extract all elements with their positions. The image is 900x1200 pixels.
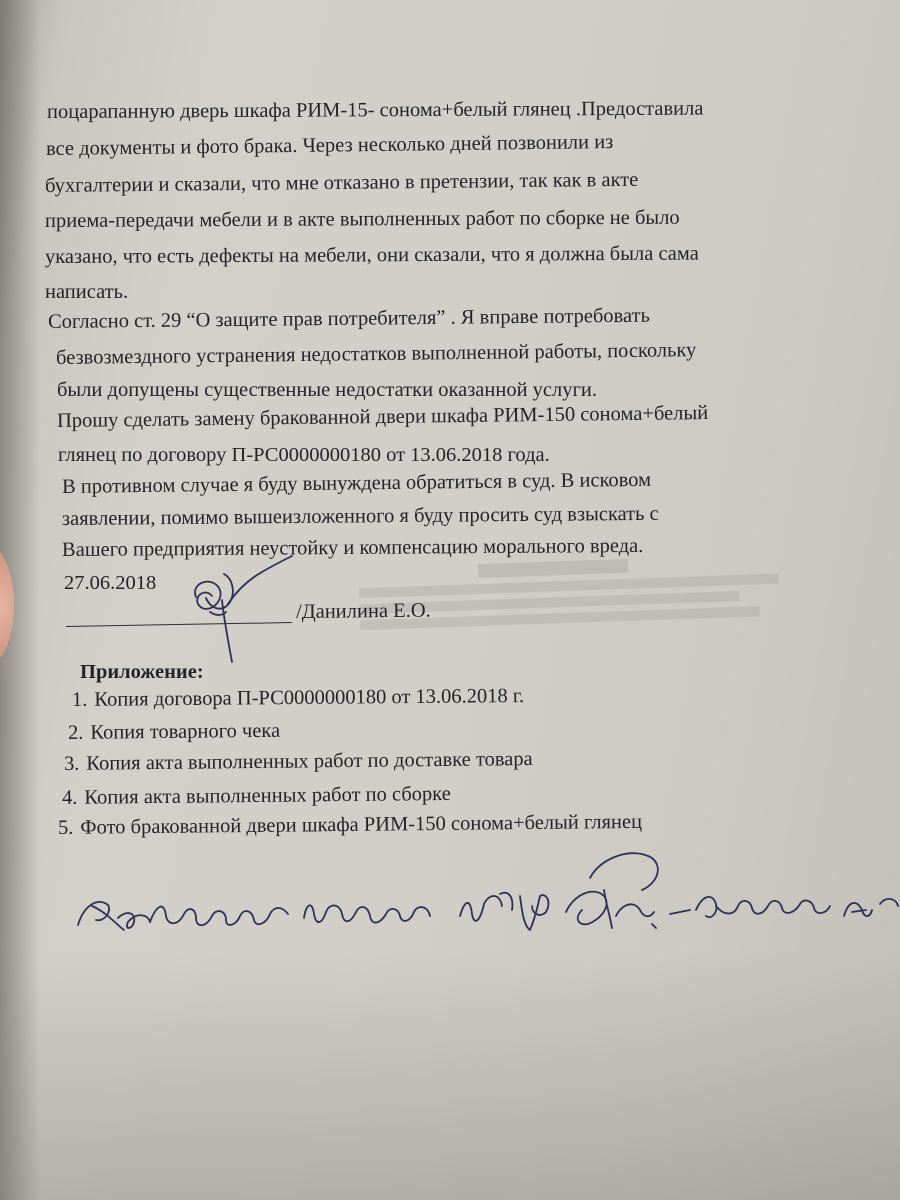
body-line: указано, что есть дефекты на мебели, они сказали, что я должна была сама	[44, 242, 699, 268]
body-line: приема-передачи мебели и в акте выполненных работ по сборке не было	[44, 206, 680, 232]
body-line: поцарапанную дверь шкафа РИМ-15- сонома+белый глянец .Предоставила	[46, 97, 704, 123]
attachment-number: 4.	[61, 786, 78, 809]
body-line: заявлении, помимо вышеизложенного я буду просить суд взыскать с	[61, 502, 659, 530]
attachment-number: 2.	[67, 721, 84, 744]
body-line: В противном случае я буду вынуждена обратиться в суд. В исковом	[61, 468, 652, 498]
body-line: Прошу сделать замену бракованной двери шкафа РИМ-150 сонома+белый	[56, 402, 709, 432]
attachment-text: Копия договора П-РС0000000180 от 13.06.2018 г.	[94, 685, 525, 711]
body-line: все документы и фото брака. Через несколько дней позвонили из	[45, 131, 614, 160]
body-line: Согласно ст. 29 “О защите прав потребителя” . Я вправе потребовать	[47, 304, 650, 333]
body-line: написать.	[45, 281, 129, 303]
attachment-text: Копия акта выполненных работ по доставке товара	[86, 748, 533, 775]
attachments-heading: Приложение:	[80, 661, 204, 683]
attachment-text: Фото бракованной двери шкафа РИМ-150 сонома+белый глянец	[80, 810, 643, 839]
attachment-text: Копия акта выполненных работ по сборке	[84, 782, 451, 809]
attachment-number: 3.	[63, 752, 80, 775]
body-line: глянец по договору П-РС0000000180 от 13.06.2018 года.	[58, 444, 550, 466]
acceptance-note-handwriting	[78, 853, 898, 930]
body-line: были допущены существенные недостатки оказанной услуги.	[57, 379, 598, 401]
author-signature	[195, 556, 292, 662]
attachment-text: Копия товарного чека	[90, 719, 281, 744]
attachment-number: 1.	[71, 688, 88, 711]
body-line: безвозмездного устранения недостатков выполненной работы, поскольку	[55, 339, 697, 369]
letter-date: 27.06.2018	[64, 572, 157, 594]
signer-name: /Данилина Е.О.	[295, 599, 431, 623]
attachment-number: 5.	[57, 816, 74, 839]
body-line: бухгалтерии и сказали, что мне отказано в претензии, так как в акте	[44, 168, 639, 197]
body-line: Вашего предприятия неустойку и компенсацию морального вреда.	[61, 534, 644, 561]
